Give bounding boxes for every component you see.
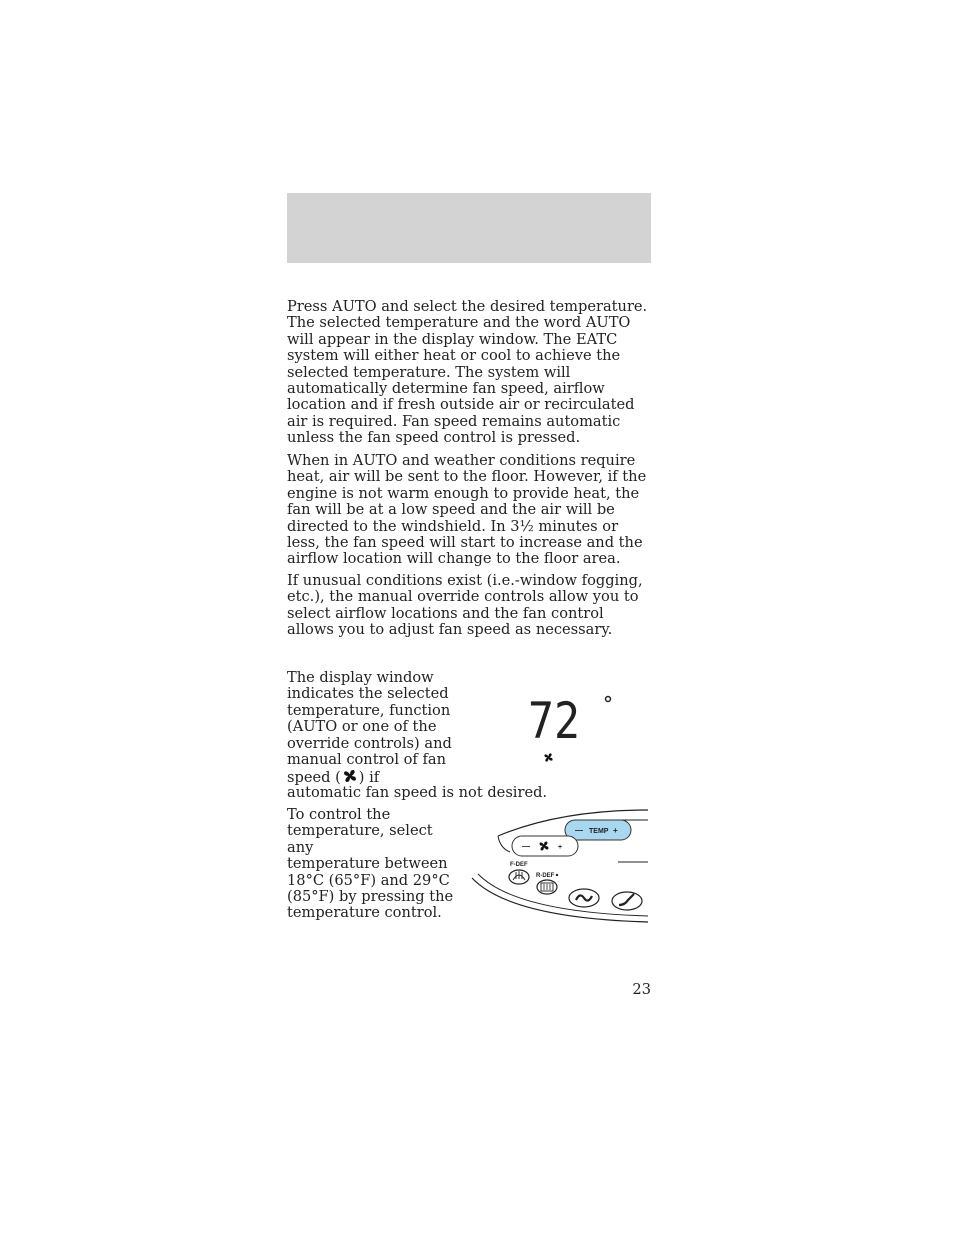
paragraph-auto: Press AUTO and select the desired temperature. The selected temperature and the word AUTO will appear in the display window. The EATC system will either heat or cool to achieve the selected temperature. The system will automatically determine fan speed, airflow location and if fresh outside air or recirculated air is required. Fan speed remains automatic unless the fan speed control is pressed. (287, 298, 648, 447)
front-defrost-button[interactable] (509, 870, 529, 884)
floor-airflow-button[interactable] (612, 892, 642, 910)
rear-defrost-button[interactable] (537, 880, 557, 894)
page-number: 23 (632, 981, 651, 998)
paragraph-heat: When in AUTO and weather conditions require heat, air will be sent to the floor. However, if the engine is not warm enough to provide heat, the fan will be at a low speed and the air will be directed to the windshield. In 3½ minutes or less, the fan speed will start to increase and the airflow location will change to the floor area. (287, 452, 647, 568)
fan-speed-button[interactable] (512, 836, 578, 856)
temp-control-button[interactable] (565, 820, 631, 840)
section-header-band (287, 193, 651, 263)
temp-plus-label: + (613, 826, 618, 835)
fdef-label: F-DEF (510, 862, 528, 868)
degree-icon (606, 697, 611, 702)
fan-plus-label: + (558, 844, 563, 851)
panel-airflow-button[interactable] (569, 889, 599, 907)
display-temperature: 72 (528, 692, 580, 750)
temp-minus-label: — (575, 826, 583, 835)
paragraph-override: If unusual conditions exist (i.e.-window fogging, etc.), the manual override controls allow you to select airflow locations and the fan control allows you to adjust fan speed as necessary. (287, 572, 643, 639)
fan-icon (341, 768, 359, 784)
climate-control-panel-figure (470, 808, 650, 930)
fan-minus-label: — (522, 842, 530, 851)
temp-label: TEMP (589, 828, 609, 835)
rdef-label: R-DEF (536, 873, 555, 879)
fan-icon (544, 753, 552, 761)
display-window-figure (520, 690, 620, 770)
display-window-text-last: automatic fan speed is not desired. (287, 784, 548, 801)
display-window-text: The display window indicates the selected temperature, function (AUTO or one of the override controls) and manual control of fan speed ( ) if (287, 669, 452, 787)
temperature-control-text: To control the temperature, select any temperature between 18°C (65°F) and 29°C (85°F) by pressing the temperature control. (287, 806, 454, 922)
